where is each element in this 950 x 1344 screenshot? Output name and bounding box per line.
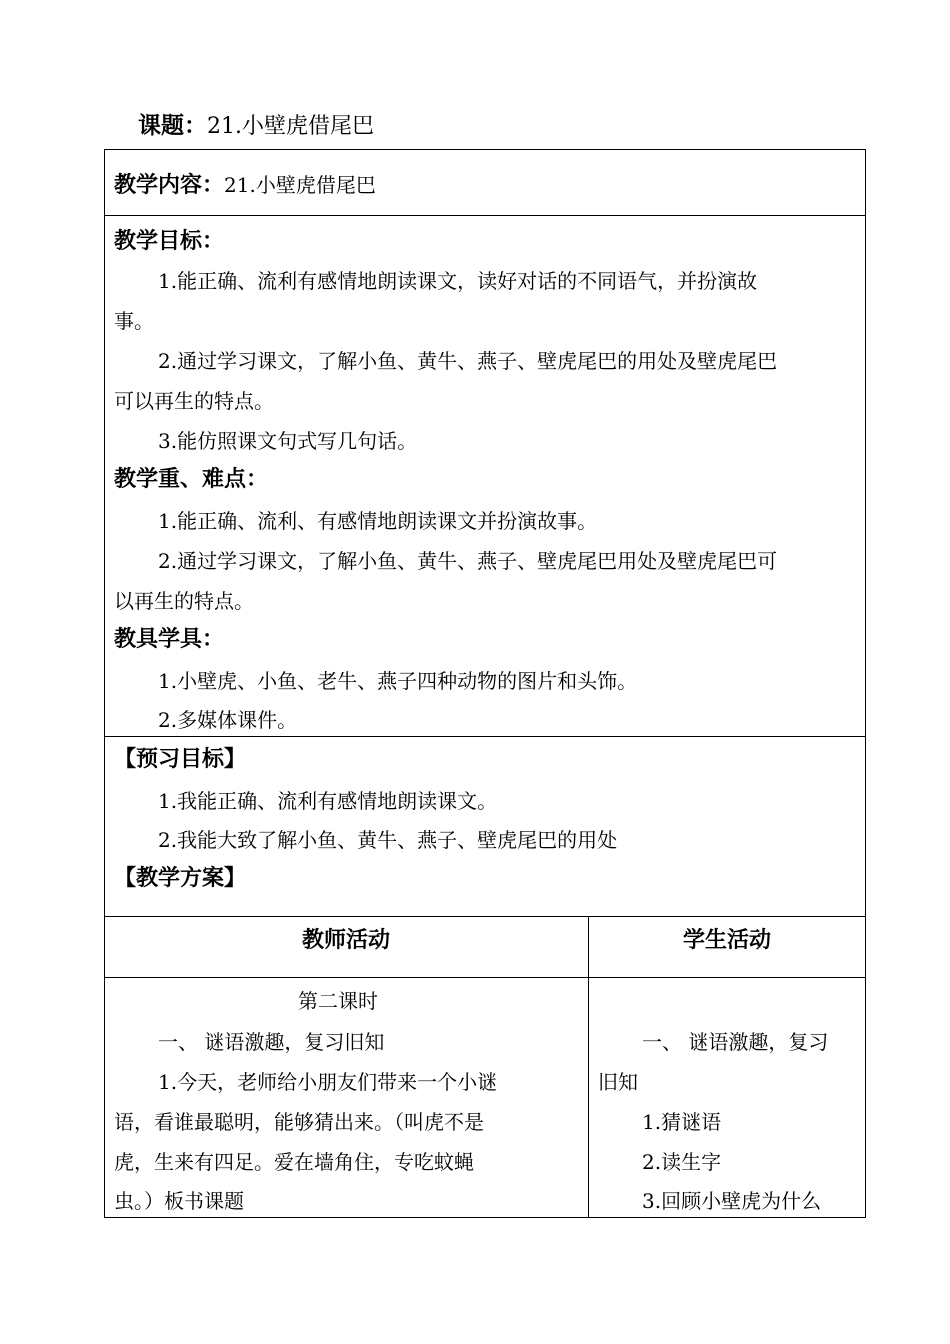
objective-line: 可以再生的特点。: [114, 389, 274, 413]
row-divider: [104, 215, 866, 216]
page-title: [138, 110, 374, 143]
preview-line: 1.我能正确、流利有感情地朗读课文。: [158, 789, 498, 813]
keypoint-line: 以再生的特点。: [114, 589, 254, 613]
keypoint-line: 1.能正确、流利、有感情地朗读课文并扮演故事。: [158, 509, 598, 533]
column-divider: [588, 916, 589, 1218]
preview-line: 2.我能大致了解小鱼、黄牛、燕子、壁虎尾巴的用处: [158, 828, 618, 852]
objective-line: 2.通过学习课文，了解小鱼、黄牛、燕子、壁虎尾巴的用处及壁虎尾巴: [158, 349, 778, 373]
teacher-line: 虫。）板书课题: [114, 1189, 244, 1213]
teacher-line: 虎，生来有四足。爱在墙角住，专吃蚊蝇: [114, 1150, 474, 1174]
title-value: 21.小壁虎借尾巴: [207, 114, 374, 139]
row-divider: [104, 916, 866, 917]
tools-line: 2.多媒体课件。: [158, 708, 298, 732]
student-line: 2.读生字: [642, 1150, 722, 1174]
objective-line: 3.能仿照课文句式写几句话。: [158, 429, 418, 453]
tools-line: 1.小壁虎、小鱼、老牛、燕子四种动物的图片和头饰。: [158, 669, 638, 693]
student-column-header: 学生活动: [682, 928, 771, 953]
keypoints-heading: 教学重、难点：: [114, 467, 269, 492]
student-line: 一、 谜语激趣，复习: [642, 1030, 829, 1054]
objective-line: 事。: [114, 309, 154, 333]
objective-line: 1.能正确、流利有感情地朗读课文，读好对话的不同语气，并扮演故: [158, 269, 758, 293]
content-value: 21.小壁虎借尾巴: [224, 173, 376, 197]
teaching-content: [114, 170, 376, 201]
student-line: 1.猜谜语: [642, 1110, 722, 1134]
teacher-column-header: 教师活动: [301, 928, 390, 953]
content-label: 教学内容：: [114, 173, 225, 198]
keypoint-line: 2.通过学习课文，了解小鱼、黄牛、燕子、壁虎尾巴用处及壁虎尾巴可: [158, 549, 778, 573]
preview-heading: 【预习目标】: [114, 747, 247, 772]
row-divider: [104, 977, 866, 978]
lesson-label: 第二课时: [298, 989, 378, 1013]
teacher-line: 1.今天，老师给小朋友们带来一个小谜: [158, 1070, 498, 1094]
objectives-heading: 教学目标：: [114, 229, 225, 254]
title-label: 课题：: [138, 113, 207, 139]
tools-heading: 教具学具：: [114, 627, 225, 652]
student-line: 旧知: [598, 1070, 638, 1094]
teacher-line: 一、 谜语激趣，复习旧知: [158, 1030, 385, 1054]
student-line: 3.回顾小壁虎为什么: [642, 1189, 822, 1213]
row-divider: [104, 736, 866, 737]
teacher-line: 语，看谁最聪明，能够猜出来。（叫虎不是: [114, 1110, 484, 1134]
plan-heading: 【教学方案】: [114, 866, 247, 891]
